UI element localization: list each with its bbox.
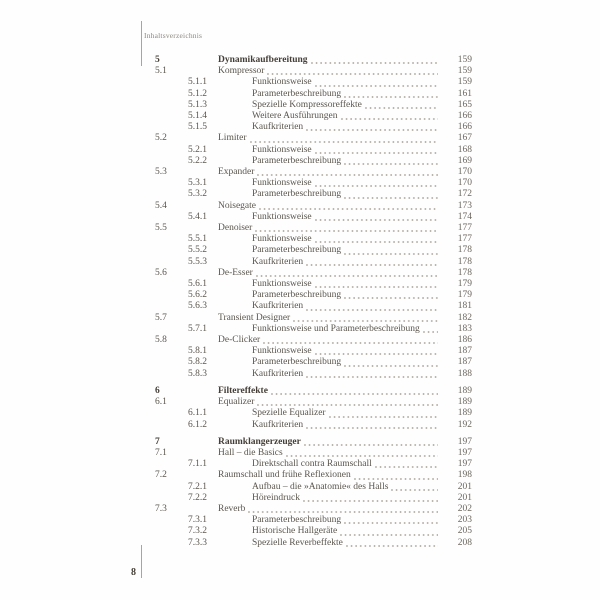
toc-entry-page: 178 — [457, 245, 472, 256]
toc-entry-page: 189 — [457, 397, 472, 408]
toc-entry-page: 192 — [457, 419, 472, 430]
dot-leader — [344, 96, 438, 98]
toc-entry-page: 170 — [457, 178, 472, 189]
toc-entry-page: 189 — [457, 408, 472, 419]
toc-entry-number: 7.2.1 — [188, 481, 207, 492]
dot-leader — [375, 466, 438, 468]
toc-entry-title: De-Esser — [218, 267, 253, 278]
toc-entry-title: Funktionsweise — [252, 346, 312, 357]
toc-entry-title: Höreindruck — [252, 492, 301, 503]
toc-entry-number: 7.3.3 — [188, 537, 207, 548]
toc-entry — [155, 122, 472, 133]
toc-entry-title: Funktionsweise — [252, 211, 312, 222]
toc-entry-number: 5.6.2 — [188, 290, 207, 301]
toc-entry-title: Spezielle Equalizer — [252, 408, 326, 419]
toc-entry-number: 5.1 — [155, 66, 167, 77]
toc-entry-page: 179 — [457, 290, 472, 301]
dot-leader — [271, 393, 438, 395]
toc-entry-number: 5.1.1 — [188, 77, 207, 88]
toc-entry — [155, 397, 472, 408]
dot-leader — [255, 230, 438, 232]
toc-entry-title: Raumklangerzeuger — [218, 436, 301, 447]
dot-leader — [344, 253, 438, 255]
toc-entry-page: 183 — [457, 323, 472, 334]
toc-entry-number: 5.1.5 — [188, 122, 207, 133]
dot-leader — [286, 455, 438, 457]
toc-entry-number: 6 — [155, 385, 160, 396]
toc-entry — [155, 290, 472, 301]
toc-entry-number: 7.1.1 — [188, 459, 207, 470]
toc-entry-title: Noisegate — [218, 200, 256, 211]
toc-entry-title: Raumschall und frühe Reflexionen — [218, 470, 351, 481]
toc-entry-title: Funktionsweise — [252, 144, 312, 155]
toc-entry-number: 7 — [155, 436, 160, 447]
toc-entry-page: 203 — [457, 515, 472, 526]
toc-entry-page: 189 — [457, 385, 472, 396]
toc-entry-title: Parameterbeschreibung — [252, 88, 342, 99]
dot-leader — [315, 152, 438, 154]
toc-entry-number: 5.8 — [155, 335, 167, 346]
toc-entry-title: Filtereffekte — [218, 385, 268, 396]
dot-leader — [304, 444, 438, 446]
toc-entry-title: Kaufkriterien — [252, 419, 304, 430]
dot-leader — [315, 185, 438, 187]
toc-entry-number: 5.3.1 — [188, 178, 207, 189]
toc-entry — [155, 77, 472, 88]
toc-entry-number: 7.3.2 — [188, 526, 207, 537]
toc-entry-number: 7.1 — [155, 447, 167, 458]
toc-entry-page: 174 — [457, 211, 472, 222]
toc-entry-page: 181 — [457, 301, 472, 312]
toc-entry — [155, 301, 472, 312]
toc-entry-number: 5.1.3 — [188, 99, 207, 110]
dot-leader — [344, 163, 438, 165]
toc-entry-title: De-Clicker — [218, 335, 261, 346]
toc-entry — [155, 257, 472, 268]
toc-entry-page: 159 — [457, 66, 472, 77]
toc-entry — [155, 470, 472, 481]
toc-entry-number: 5.3.2 — [188, 189, 207, 200]
toc-entry-page: 177 — [457, 223, 472, 234]
toc-entry-page: 186 — [457, 335, 472, 346]
toc-list — [155, 55, 472, 549]
dot-leader — [248, 511, 438, 513]
toc-entry-number: 5.6.1 — [188, 279, 207, 290]
toc-entry-title: Weitere Ausführungen — [252, 111, 338, 122]
toc-entry-title: Parameterbeschreibung — [252, 189, 342, 200]
toc-entry-page: 166 — [457, 111, 472, 122]
dot-leader — [250, 141, 439, 143]
toc-entry-page: 168 — [457, 144, 472, 155]
dot-leader — [263, 342, 438, 344]
dot-leader — [344, 522, 438, 524]
dot-leader — [315, 219, 438, 221]
toc-entry-page: 169 — [457, 155, 472, 166]
toc-entry — [155, 357, 472, 368]
toc-entry-page: 198 — [457, 470, 472, 481]
toc-entry-page: 178 — [457, 256, 472, 267]
toc-entry — [155, 111, 472, 122]
toc-entry — [155, 459, 472, 470]
toc-entry-page: 201 — [457, 481, 472, 492]
toc-entry-page: 187 — [457, 346, 472, 357]
toc-entry — [155, 335, 472, 346]
dot-leader — [306, 309, 438, 311]
toc-entry-number: 5.4.1 — [188, 211, 207, 222]
dot-leader — [315, 353, 438, 355]
toc-entry-page: 159 — [457, 77, 472, 88]
toc-entry — [155, 493, 472, 504]
toc-entry — [155, 408, 472, 419]
toc-entry — [155, 66, 472, 77]
bottom-margin-rule — [141, 545, 142, 578]
toc-entry-title: Limiter — [218, 133, 247, 144]
toc-entry-number: 5.8.3 — [188, 368, 207, 379]
toc-entry — [155, 156, 472, 167]
top-margin-rule — [141, 21, 142, 66]
toc-entry-title: Direktschall contra Raumschall — [252, 459, 372, 470]
toc-entry-page: 178 — [457, 267, 472, 278]
dot-leader — [344, 197, 438, 199]
toc-entry-title: Parameterbeschreibung — [252, 155, 342, 166]
toc-entry-title: Denoiser — [218, 223, 253, 234]
toc-entry-number: 7.3 — [155, 503, 167, 514]
dot-leader — [257, 174, 438, 176]
toc-entry — [155, 100, 472, 111]
toc-entry-page: 173 — [457, 200, 472, 211]
toc-entry-number: 5 — [155, 55, 160, 65]
toc-entry — [155, 526, 472, 537]
dot-leader — [423, 331, 438, 333]
toc-entry — [155, 313, 472, 324]
dot-leader — [293, 320, 438, 322]
toc-entry-title: Kompressor — [218, 66, 265, 77]
toc-entry — [155, 448, 472, 459]
dot-leader — [306, 129, 438, 131]
toc-entry-title: Reverb — [218, 503, 246, 514]
dot-leader — [391, 489, 438, 491]
toc-entry-page: 208 — [457, 537, 472, 548]
dot-leader — [315, 286, 438, 288]
toc-entry-title: Spezielle Reverbeffekte — [252, 537, 343, 548]
toc-entry-page: 177 — [457, 234, 472, 245]
dot-leader — [315, 85, 438, 87]
toc-entry-number: 5.1.2 — [188, 88, 207, 99]
toc-entry — [155, 89, 472, 100]
toc-entry-page: 170 — [457, 167, 472, 178]
running-header: Inhaltsverzeichnis — [144, 31, 203, 40]
toc-entry-number: 5.5.3 — [188, 256, 207, 267]
dot-leader — [267, 73, 438, 75]
toc-entry-number: 5.6 — [155, 267, 167, 278]
toc-entry-page: 166 — [457, 122, 472, 133]
toc-entry-title: Kaufkriterien — [252, 301, 304, 312]
toc-entry-number: 7.2 — [155, 470, 167, 481]
toc-entry-title: Parameterbeschreibung — [252, 357, 342, 368]
toc-entry-page: 201 — [457, 492, 472, 503]
toc-entry-page: 205 — [457, 526, 472, 537]
toc-entry-page: 159 — [457, 55, 472, 65]
toc-entry-number: 5.7.1 — [188, 323, 207, 334]
toc-entry-title: Funktionsweise — [252, 77, 312, 88]
toc-entry — [155, 538, 472, 549]
toc-entry — [155, 234, 472, 245]
toc-entry-page: 197 — [457, 436, 472, 447]
toc-entry-number: 7.3.1 — [188, 515, 207, 526]
toc-entry-title: Transient Designer — [218, 312, 291, 323]
toc-entry-number: 5.7 — [155, 312, 167, 323]
toc-entry-number: 5.6.3 — [188, 301, 207, 312]
toc-entry-title: Parameterbeschreibung — [252, 290, 342, 301]
toc-entry-page: 167 — [457, 133, 472, 144]
toc-entry — [155, 55, 472, 66]
toc-entry-number: 5.3 — [155, 167, 167, 178]
toc-entry-number: 6.1.1 — [188, 408, 207, 419]
toc-entry — [155, 279, 472, 290]
toc-entry — [155, 437, 472, 448]
toc-entry-title: Funktionsweise — [252, 178, 312, 189]
toc-entry-page: 161 — [457, 88, 472, 99]
toc-entry-page: 202 — [457, 503, 472, 514]
dot-leader — [329, 416, 438, 418]
toc-entry-title: Kaufkriterien — [252, 256, 304, 267]
toc-entry-title: Historische Hallgeräte — [252, 526, 338, 537]
toc-entry-page: 182 — [457, 312, 472, 323]
toc-entry — [155, 420, 472, 431]
dot-leader — [306, 264, 438, 266]
toc-entry-title: Parameterbeschreibung — [252, 245, 342, 256]
toc-entry-number: 5.5.2 — [188, 245, 207, 256]
toc-entry-number: 5.5 — [155, 223, 167, 234]
dot-leader — [303, 500, 438, 502]
toc-entry — [155, 223, 472, 234]
toc-entry — [155, 324, 472, 335]
toc-entry-number: 5.4 — [155, 200, 167, 211]
dot-leader — [365, 107, 438, 109]
toc-entry — [155, 482, 472, 493]
toc-entry-number: 5.2.2 — [188, 155, 207, 166]
toc-entry — [155, 369, 472, 380]
toc-entry-number: 6.1.2 — [188, 419, 207, 430]
toc-entry-title: Funktionsweise und Parameterbeschreibung — [252, 323, 420, 334]
toc-entry-number: 5.2 — [155, 133, 167, 144]
dot-leader — [306, 427, 438, 429]
page-number: 8 — [131, 567, 136, 578]
toc-entry-title: Dynamikaufbereitung — [218, 55, 308, 65]
toc-entry-number: 5.8.1 — [188, 346, 207, 357]
toc-entry — [155, 201, 472, 212]
toc-entry — [155, 212, 472, 223]
toc-entry-page: 179 — [457, 279, 472, 290]
toc-entry-title: Hall – die Basics — [218, 447, 283, 458]
dot-leader — [344, 297, 438, 299]
dot-leader — [315, 241, 438, 243]
toc-entry-number: 5.5.1 — [188, 234, 207, 245]
toc-entry-title: Kaufkriterien — [252, 368, 304, 379]
toc-entry-title: Parameterbeschreibung — [252, 515, 342, 526]
toc-entry-number: 7.2.2 — [188, 492, 207, 503]
toc-entry-number: 5.1.4 — [188, 111, 207, 122]
toc-entry — [155, 515, 472, 526]
dot-leader — [340, 534, 438, 536]
dot-leader — [257, 404, 438, 406]
toc-entry — [155, 504, 472, 515]
toc-entry-number: 5.2.1 — [188, 144, 207, 155]
toc-entry — [155, 167, 472, 178]
toc-entry-page: 165 — [457, 99, 472, 110]
toc-entry — [155, 245, 472, 256]
toc-entry-number: 5.8.2 — [188, 357, 207, 368]
toc-entry-title: Funktionsweise — [252, 234, 312, 245]
toc-entry — [155, 268, 472, 279]
dot-leader — [341, 118, 439, 120]
toc-entry-page: 187 — [457, 357, 472, 368]
toc-entry-title: Expander — [218, 167, 255, 178]
dot-leader — [311, 62, 438, 64]
dot-leader — [354, 478, 438, 480]
toc-entry — [155, 386, 472, 397]
toc-entry-title: Aufbau – die »Anatomie« des Halls — [252, 481, 389, 492]
dot-leader — [256, 275, 438, 277]
toc-entry — [155, 145, 472, 156]
dot-leader — [344, 365, 438, 367]
dot-leader — [346, 545, 438, 547]
toc-entry — [155, 178, 472, 189]
toc-entry-page: 197 — [457, 447, 472, 458]
toc-entry-title: Kaufkriterien — [252, 122, 304, 133]
toc-entry-page: 172 — [457, 189, 472, 200]
dot-leader — [259, 208, 438, 210]
toc-entry — [155, 189, 472, 200]
toc-entry — [155, 133, 472, 144]
toc-entry-title: Equalizer — [218, 397, 255, 408]
toc-entry-title: Spezielle Kompressoreffekte — [252, 99, 362, 110]
toc-entry-page: 188 — [457, 368, 472, 379]
toc-entry — [155, 346, 472, 357]
toc-entry-number: 6.1 — [155, 397, 167, 408]
dot-leader — [306, 376, 438, 378]
toc-entry-page: 197 — [457, 459, 472, 470]
toc-entry-title: Funktionsweise — [252, 279, 312, 290]
